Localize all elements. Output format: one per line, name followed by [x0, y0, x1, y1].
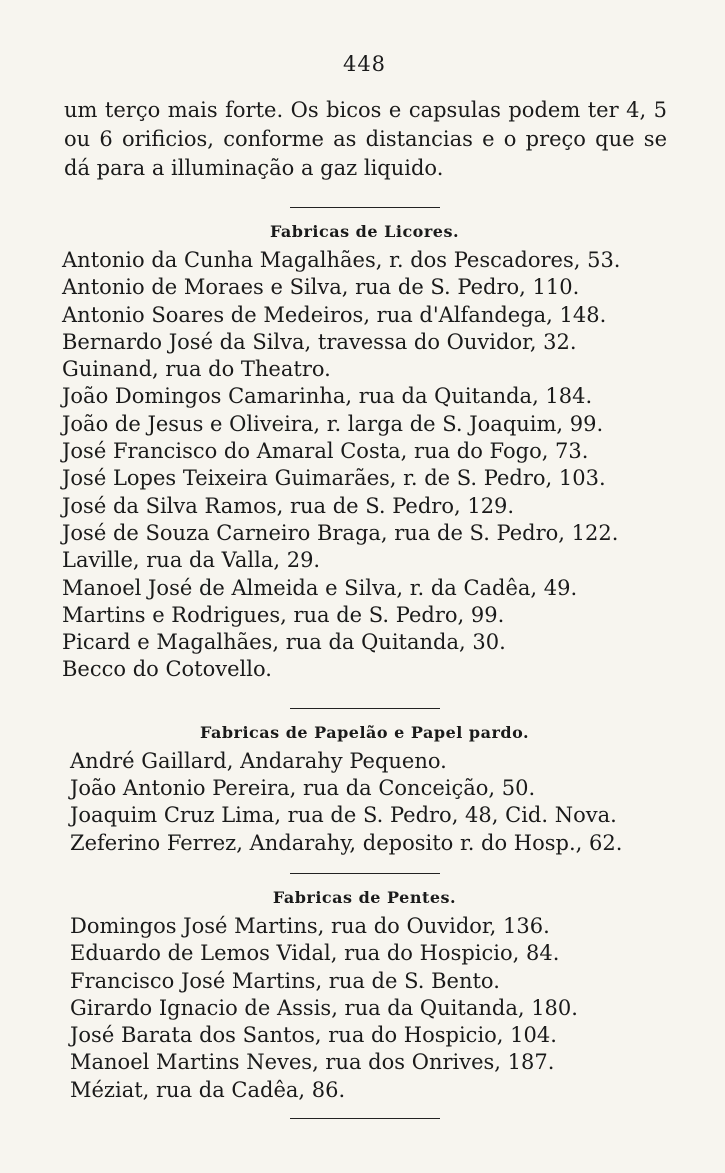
intro-paragraph: um terço mais forte. Os bicos e capsulas podem ter 4, 5 ou 6 orificios, conforme as distancias e o preço que se dá para a illuminação a gaz liquido.: [64, 98, 667, 180]
list-item: Francisco José Martins, rua de S. Bento.: [70, 968, 500, 993]
entry-list: [62, 913, 667, 1104]
list-item: Antonio Soares de Medeiros, rua d'Alfandega, 148.: [62, 302, 607, 327]
list-item: José Lopes Teixeira Guimarães, r. de S. Pedro, 103.: [62, 466, 606, 491]
section-divider: [290, 708, 440, 709]
page-number: 448: [342, 52, 387, 76]
section-divider: [290, 873, 440, 874]
list-item: Domingos José Martins, rua do Ouvidor, 136.: [70, 913, 550, 938]
section-heading: Fabricas de Licores.: [269, 222, 460, 241]
section-divider: [290, 1118, 440, 1119]
section-papel: [62, 708, 667, 857]
list-item: Bernardo José da Silva, travessa do Ouvidor, 32.: [62, 329, 577, 354]
list-item: Martins e Rodrigues, rua de S. Pedro, 99.: [62, 602, 505, 627]
list-item: José de Souza Carneiro Braga, rua de S. Pedro, 122.: [62, 520, 619, 545]
list-item: José Barata dos Santos, rua do Hospicio, 104.: [70, 1023, 557, 1048]
list-item: João Domingos Camarinha, rua da Quitanda, 184.: [62, 384, 593, 409]
list-item: Guinand, rua do Theatro.: [62, 357, 331, 382]
list-item: João Antonio Pereira, rua da Conceição, 50.: [70, 776, 536, 801]
list-item: Méziat, rua da Cadêa, 86.: [70, 1077, 346, 1102]
list-item: Eduardo de Lemos Vidal, rua do Hospicio, 84.: [70, 941, 560, 966]
list-item: Antonio de Moraes e Silva, rua de S. Pedro, 110.: [62, 275, 580, 300]
section-divider: [290, 207, 440, 208]
section-licores: [62, 207, 667, 684]
list-item: André Gaillard, Andarahy Pequeno.: [70, 748, 447, 773]
list-item: Girardo Ignacio de Assis, rua da Quitanda, 180.: [70, 995, 578, 1020]
list-item: Zeferino Ferrez, Andarahy, deposito r. do Hosp., 62.: [70, 830, 623, 855]
list-item: Laville, rua da Valla, 29.: [62, 548, 321, 573]
list-item: Antonio da Cunha Magalhães, r. dos Pescadores, 53.: [62, 248, 621, 272]
list-item: José da Silva Ramos, rua de S. Pedro, 129.: [62, 493, 515, 518]
entry-list: [62, 748, 667, 857]
list-item: Picard e Magalhães, rua da Quitanda, 30.: [62, 630, 506, 655]
list-item: Becco do Cotovello.: [62, 657, 272, 682]
section-heading: Fabricas de Papelão e Papel pardo.: [199, 722, 530, 742]
section-heading: Fabricas de Pentes.: [272, 887, 457, 907]
section-pentes: [62, 873, 667, 1119]
list-item: Joaquim Cruz Lima, rua de S. Pedro, 48, Cid. Nova.: [70, 803, 617, 828]
list-item: João de Jesus e Oliveira, r. larga de S. Joaquim, 99.: [62, 411, 604, 436]
list-item: José Francisco do Amaral Costa, rua do Fogo, 73.: [62, 439, 589, 464]
entry-list: [62, 247, 667, 684]
list-item: Manoel José de Almeida e Silva, r. da Cadêa, 49.: [62, 575, 578, 600]
list-item: Manoel Martins Neves, rua dos Onrives, 187.: [70, 1050, 555, 1075]
